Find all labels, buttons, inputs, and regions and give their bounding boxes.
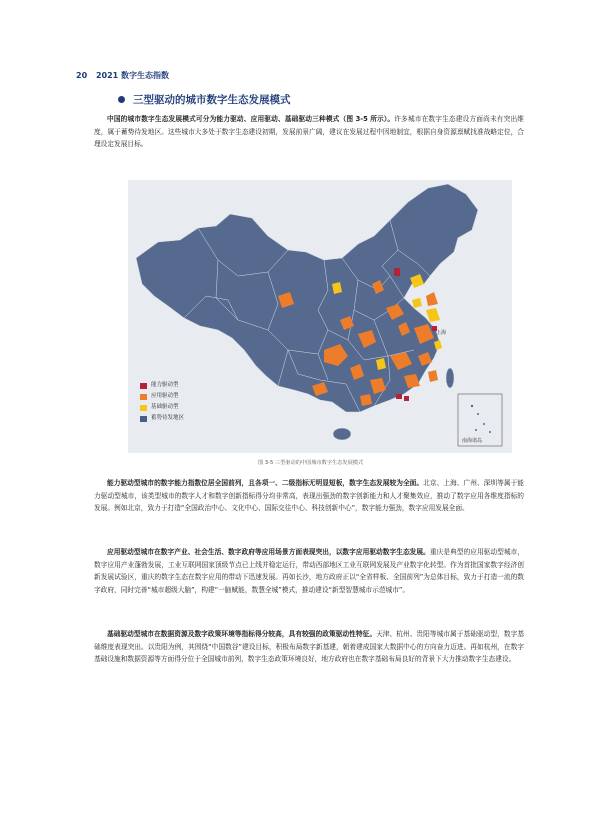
inset-label: 南海诸岛 — [462, 438, 483, 444]
foundation-text: 天津、杭州、贵阳等城市属于基础驱动型，数字基础维度表现突出。以贵阳为例，其围绕“中国数谷”建设目标，积极布局数字新基建，朝着建成国家大数据中心的方向奋力迈进。再如杭州，在数字基础设施和数据资源等方面得分位于全国城市前列，数字生态政策环境良好，地方政府也在数字基础布局良好的背景下大力推动数字生态建设。 — [94, 630, 525, 664]
map-city-label: 上海 — [436, 330, 447, 336]
legend-item-application — [140, 391, 184, 402]
application-bold-text: 应用驱动型城市在数字产业、社会生活、数字政府等应用场景方面表现突出，以数字应用驱动数字生态发展。 — [107, 548, 430, 556]
legend-label-potential: 蓄势待发地区 — [151, 415, 185, 421]
figure-caption: 图 3-5 三型驱动的中国城市数字生态发展模式 — [258, 460, 364, 466]
legend-label-application: 应用驱动型 — [151, 393, 179, 399]
legend-item-foundation — [140, 402, 184, 413]
legend-item-potential — [140, 413, 184, 424]
taiwan-island — [446, 368, 454, 388]
section-heading — [118, 92, 291, 107]
intro-paragraph — [94, 113, 524, 151]
page-number: 20 — [76, 71, 88, 80]
legend-swatch-foundation — [140, 405, 147, 411]
map-legend — [140, 380, 184, 424]
china-map-figure — [128, 180, 512, 453]
capability-bold-text: 能力驱动型城市的数字能力指数位居全国前列，且各项一、二级指标无明显短板，数字生态发展较为全面。 — [107, 479, 424, 487]
intro-bold-text: 中国的城市数字生态发展模式可分为能力驱动、应用驱动、基础驱动三种模式（图 3-5 所示）。 — [107, 115, 395, 123]
foundation-bold-text: 基础驱动型城市在数据资源及数字政策环境等指标得分较高，具有较强的政策驱动性特征。 — [107, 630, 377, 638]
legend-swatch-application — [140, 394, 147, 400]
intro-text: 许多城市在数字生态建设方面尚未有突出维度，属于蓄势待发地区。这些城市大多处于数字生态建设初期，发展前景广阔，建议在发展过程中因地制宜，根据自身资源禀赋找准战略定位，合理设定发展目标。 — [94, 115, 524, 149]
legend-item-capability — [140, 380, 184, 391]
report-title: 2021 数字生态指数 — [95, 71, 169, 80]
foundation-paragraph — [94, 628, 524, 666]
legend-swatch-capability — [140, 383, 147, 389]
china-map — [128, 180, 512, 453]
capability-paragraph — [94, 477, 524, 515]
legend-label-foundation: 基础驱动型 — [151, 404, 179, 410]
bullet-icon — [118, 96, 125, 103]
application-paragraph — [94, 546, 524, 596]
legend-swatch-potential — [140, 416, 147, 422]
page-header — [76, 70, 169, 81]
hainan-island — [333, 428, 351, 440]
section-title: 三型驱动的城市数字生态发展模式 — [133, 94, 291, 106]
application-text: 重庆是典型的应用驱动型城市，数字应用产业蓬勃发展，工业互联网国家顶级节点已上线并稳定运行，带动西部地区工业互联网发展及产业数字化转型。作为首批国家数字经济创新发展试验区，重庆的数字生态在数字应用的带动下迅速发展。再如长沙，地方政府正以“全省样板、全国前列”为总体目标，致力于打造一流的数字政府，同时完善“城市超级大脑”，构建“一脑赋能，数慧全城”模式，推动建设“新型智慧城市示范城市”。 — [94, 548, 525, 594]
capability-text: 北京、上海、广州、深圳等属于能力驱动型城市，该类型城市的数字人才和数字创新指标得分均非常高，表现出强劲的数字创新能力和人才聚集效应，推动了数字应用各维度指标的发展。例如北京，致力于打造“全国政治中心、文化中心、国际交往中心、科技创新中心”，数字能力强劲，数字应用发展全面。 — [94, 479, 524, 513]
legend-label-capability: 能力驱动型 — [151, 382, 179, 388]
